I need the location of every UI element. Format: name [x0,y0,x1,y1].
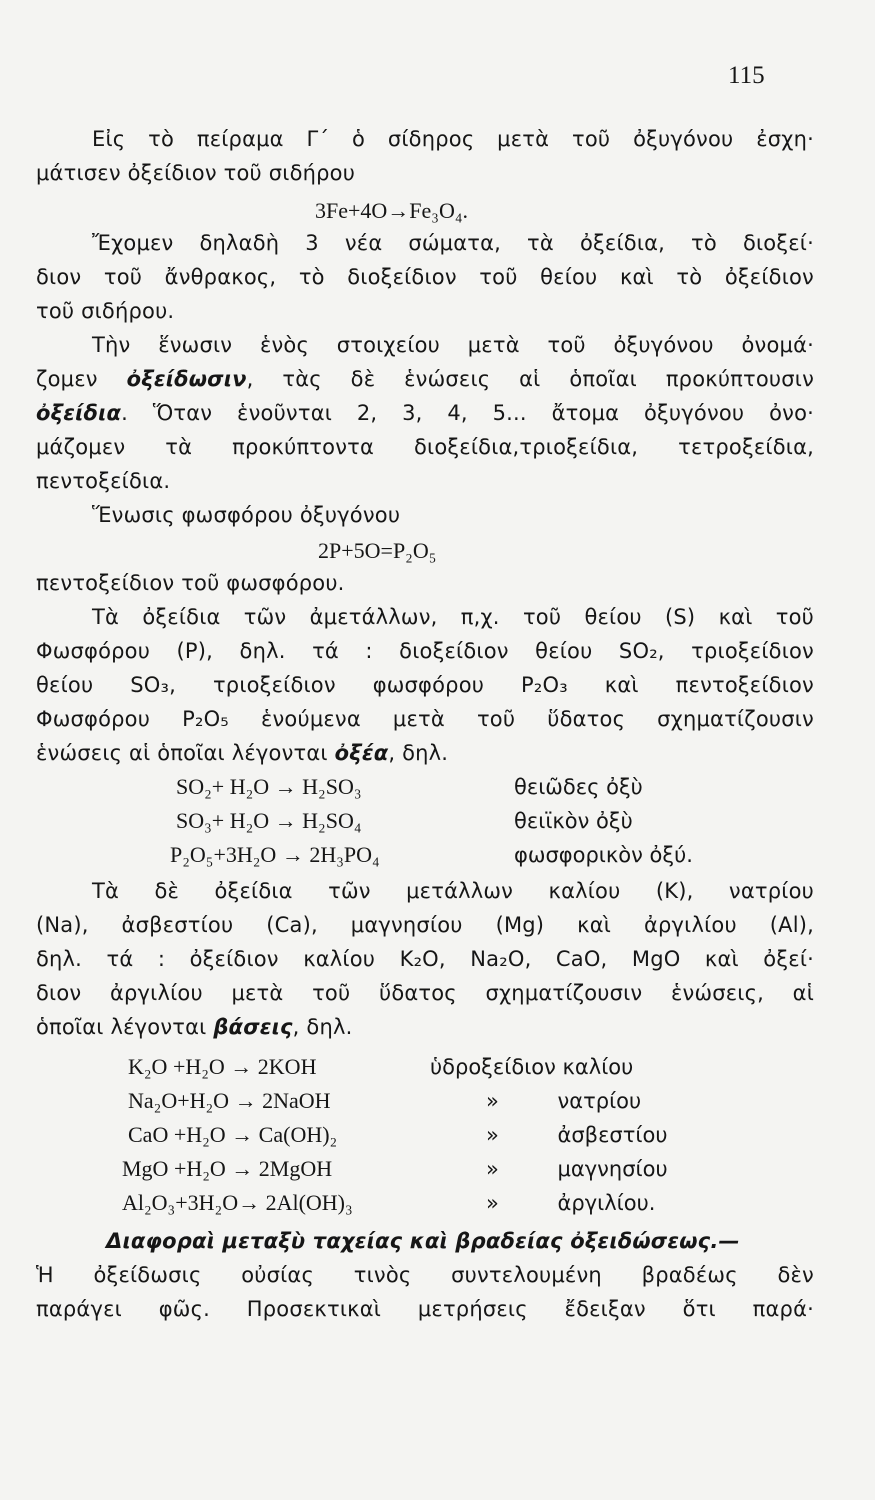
text-line: διον ἀργιλίου μετὰ τοῦ ὕδατος σχηματίζουσιν ἑνώσεις, αἱ [36,981,814,1005]
base-reaction-row [128,1120,337,1150]
base-name: » μαγνησίου [486,1157,668,1181]
text-span: , τὰς δὲ ἑνώσεις αἱ ὁποῖαι προκύπτουσιν [246,367,815,391]
text-line: παράγει φῶς. Προσεκτικαὶ μετρήσεις ἔδειξαν ὅτι παρά· [36,1297,814,1321]
page-number: 115 [728,62,765,89]
text-span: ὁποῖαι λέγονται [36,1015,214,1039]
term-bases: βάσεις [213,1015,293,1039]
acid-name: θειῶδες ὀξὺ [514,775,643,799]
reaction-equation: SO₃+ H₂O → H₂SO₄ [176,808,362,833]
acid-reaction-row [176,806,362,836]
base-reaction-row [128,1052,316,1082]
base-name: ὑδροξείδιον καλίου [430,1055,634,1079]
text-line: μάτισεν ὀξείδιον τοῦ σιδήρου [36,161,356,185]
term-oxidation: ὀξείδωσιν [126,367,247,391]
reaction-equation: K₂O +H₂O → 2KOH [128,1054,317,1079]
reaction-equation: MgO +H₂O → 2MgOH [122,1156,333,1181]
text-line: Ἕνωσις φωσφόρου ὀξυγόνου [92,503,401,527]
text-line: Ἡ ὀξείδωσις οὐσίας τινὸς συντελουμένη βραδέως δὲν [36,1263,814,1287]
base-name: » ἀργιλίου. [486,1191,656,1215]
text-span: . Ὅταν ἑνοῦνται 2, 3, 4, 5... ἄτομα ὀξυγόνου ὀνο· [121,401,814,425]
base-name: » νατρίου [486,1089,642,1113]
reaction-equation: Al₂O₃+3H₂O→ 2Al(OH)₃ [122,1190,353,1215]
acid-name: φωσφορικὸν ὀξύ. [514,843,693,867]
term-acids: ὀξέα [334,741,389,765]
term-oxides: ὀξείδια [36,401,122,425]
text-line: Φωσφόρου P₂O₅ ἑνούμενα μετὰ τοῦ ὕδατος σχηματίζουσιν [36,707,814,731]
section-heading [106,1226,814,1256]
text-line [36,1012,814,1042]
text-line: πεντοξείδιον τοῦ φωσφόρου. [36,571,345,595]
text-line [36,398,814,428]
text-line: Φωσφόρου (P), δηλ. τά : διοξείδιον θείου SO₂, τριοξείδιον [36,639,814,663]
text-line: θείου SO₃, τριοξείδιον φωσφόρου P₂O₃ καὶ πεντοξείδιον [36,673,814,697]
reaction-equation: SO₂+ H₂O → H₂SO₃ [176,774,362,799]
heading-text: Διαφοραὶ μεταξὺ ταχείας καὶ βραδείας ὀξειδώσεως.— [106,1229,740,1253]
acid-reaction-row [176,772,362,802]
text-line [36,364,814,394]
text-line [36,738,814,768]
formula-phosphorus: 2P+5O=P₂O₅ [318,538,437,563]
acid-name: θειϊκὸν ὀξὺ [514,809,633,833]
base-reaction-row [122,1188,353,1218]
text-line: τοῦ σιδήρου. [36,299,175,323]
text-line: Τὰ δὲ ὀξείδια τῶν μετάλλων καλίου (K), νατρίου [92,879,814,903]
reaction-equation: Na₂O+H₂O → 2NaOH [128,1088,331,1113]
acid-reaction-row [170,840,380,870]
text-span: , δηλ. [292,1015,353,1039]
base-reaction-row [128,1086,331,1116]
text-line: Ἔχομεν δηλαδὴ 3 νέα σώματα, τὰ ὀξείδια, τὸ διοξεί· [92,231,814,255]
formula-iron-oxide: 3Fe+4O→Fe₃O₄. [315,198,469,223]
reaction-equation: P₂O₅+3H₂O → 2H₃PO₄ [170,842,380,867]
text-line: διον τοῦ ἄνθρακος, τὸ διοξείδιον τοῦ θείου καὶ τὸ ὀξείδιον [36,265,814,289]
text-span: , δηλ. [388,741,449,765]
text-line: μάζομεν τὰ προκύπτοντα διοξείδια,τριοξείδια, τετροξείδια, [36,435,814,459]
text-line: Εἰς τὸ πείραμα Γ΄ ὁ σίδηρος μετὰ τοῦ ὀξυγόνου ἐσχη· [92,127,814,151]
text-line: δηλ. τά : ὀξείδιον καλίου K₂O, Na₂O, CaO, MgO καὶ ὀξεί· [36,947,814,971]
base-reaction-row [122,1154,332,1184]
text-span: ἑνώσεις αἱ ὁποῖαι λέγονται [36,741,335,765]
text-line: πεντοξείδια. [36,469,171,493]
base-name: » ἀσβεστίου [486,1123,668,1147]
text-span: ζομεν [36,367,127,391]
reaction-equation: CaO +H₂O → Ca(OH)₂ [128,1122,338,1147]
text-line: Τὴν ἕνωσιν ἑνὸς στοιχείου μετὰ τοῦ ὀξυγόνου ὀνομά· [92,333,814,357]
text-line: (Na), ἀσβεστίου (Ca), μαγνησίου (Mg) καὶ ἀργιλίου (Al), [36,913,814,937]
text-line: Τὰ ὀξείδια τῶν ἀμετάλλων, π,χ. τοῦ θείου (S) καὶ τοῦ [92,605,814,629]
